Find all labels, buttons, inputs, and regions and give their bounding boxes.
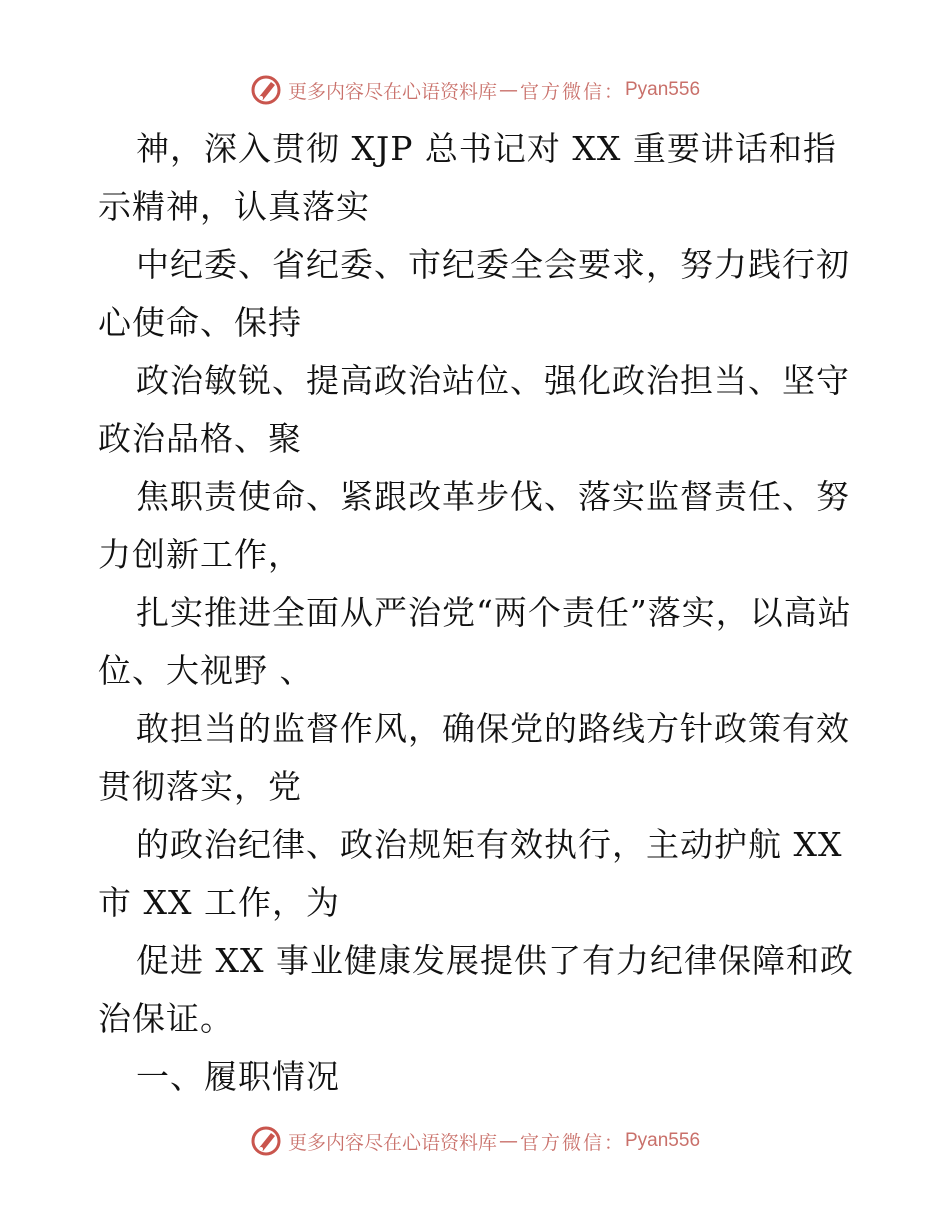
document-body (98, 120, 858, 1106)
paragraph-8: 促进 XX 事业健康发展提供了有力纪律保障和政治保证。 (98, 941, 854, 1038)
watermark-dash: — (498, 1130, 518, 1152)
watermark-text: 更多内容尽在心语资料库 (287, 1131, 497, 1154)
watermark-dash: — (498, 79, 518, 101)
pen-logo-icon (250, 74, 282, 106)
paragraph-4: 焦职责使命、紧跟改革步伐、落实监督责任、努力创新工作， (98, 477, 850, 574)
watermark-text: 更多内容尽在心语资料库 (287, 80, 497, 103)
watermark-label: 官方微信： (519, 80, 625, 103)
watermark-id: Pyan556 (625, 79, 701, 100)
paragraph-5: 扎实推进全面从严治党“两个责任”落实，以高站位、大视野 、 (98, 593, 852, 690)
paragraph-7: 的政治纪律、政治规矩有效执行，主动护航 XX 市 XX 工作，为 (98, 825, 843, 922)
paragraph-1: 神，深入贯彻 XJP 总书记对 XX 重要讲话和指示精神，认真落实 (98, 129, 837, 226)
watermark-label: 官方微信： (519, 1131, 625, 1154)
paragraph-3: 政治敏锐、提高政治站位、强化政治担当、坚守政治品格、聚 (98, 361, 850, 458)
paragraph-6: 敢担当的监督作风，确保党的路线方针政策有效贯彻落实，党 (98, 709, 850, 806)
paragraph-2: 中纪委、省纪委、市纪委全会要求，努力践行初心使命、保持 (98, 245, 850, 342)
section-heading: 一、履职情况 (136, 1057, 340, 1096)
pen-logo-icon (250, 1125, 282, 1157)
footer-watermark (0, 1121, 950, 1161)
header-watermark (0, 70, 950, 110)
watermark-id: Pyan556 (625, 1130, 701, 1151)
